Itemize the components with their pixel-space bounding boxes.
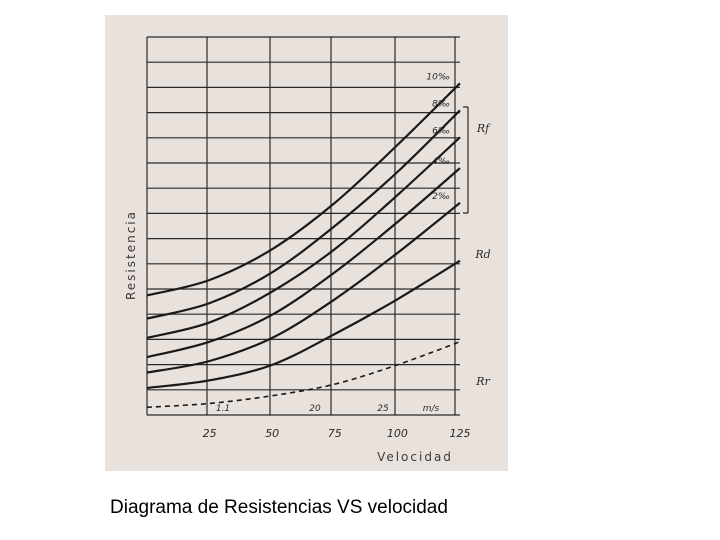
series-label: 6‰ [432, 126, 450, 137]
x-tick-label: 50 [265, 427, 280, 440]
chart-group-labels [474, 122, 491, 388]
series-line [147, 261, 460, 388]
series-label: 4‰ [432, 157, 450, 168]
x-tick-label: 75 [327, 427, 342, 440]
rf-bracket [463, 107, 468, 213]
chart-x-ticks [203, 427, 471, 440]
y-axis-label: Resistencia [124, 210, 138, 300]
x-tick-label: 25 [202, 427, 217, 440]
series-line [147, 110, 460, 318]
chart-dashed-marks [216, 404, 440, 414]
chart [105, 15, 508, 471]
series-label: 10‰ [426, 72, 450, 83]
chart-curves [147, 83, 460, 407]
dashed-curve-mark: m/s [422, 404, 440, 414]
caption: Diagrama de Resistencias VS velocidad [110, 497, 448, 518]
x-tick-label: 100 [386, 427, 408, 440]
series-label: 8‰ [432, 99, 450, 110]
chart-scan [105, 15, 508, 471]
group-label: Rd [475, 248, 491, 261]
dashed-curve-mark: 25 [377, 404, 389, 414]
series-label: 2‰ [432, 191, 450, 202]
chart-curve-labels [426, 72, 450, 202]
group-label: Rr [476, 375, 490, 388]
group-label: Rf [476, 122, 490, 135]
chart-grid [147, 37, 460, 415]
x-axis-label: Velocidad [377, 450, 453, 464]
x-tick-label: 125 [449, 427, 471, 440]
dashed-curve-mark: 20 [309, 404, 321, 414]
dashed-curve-mark: 1.1 [215, 404, 231, 414]
series-line [147, 168, 460, 357]
